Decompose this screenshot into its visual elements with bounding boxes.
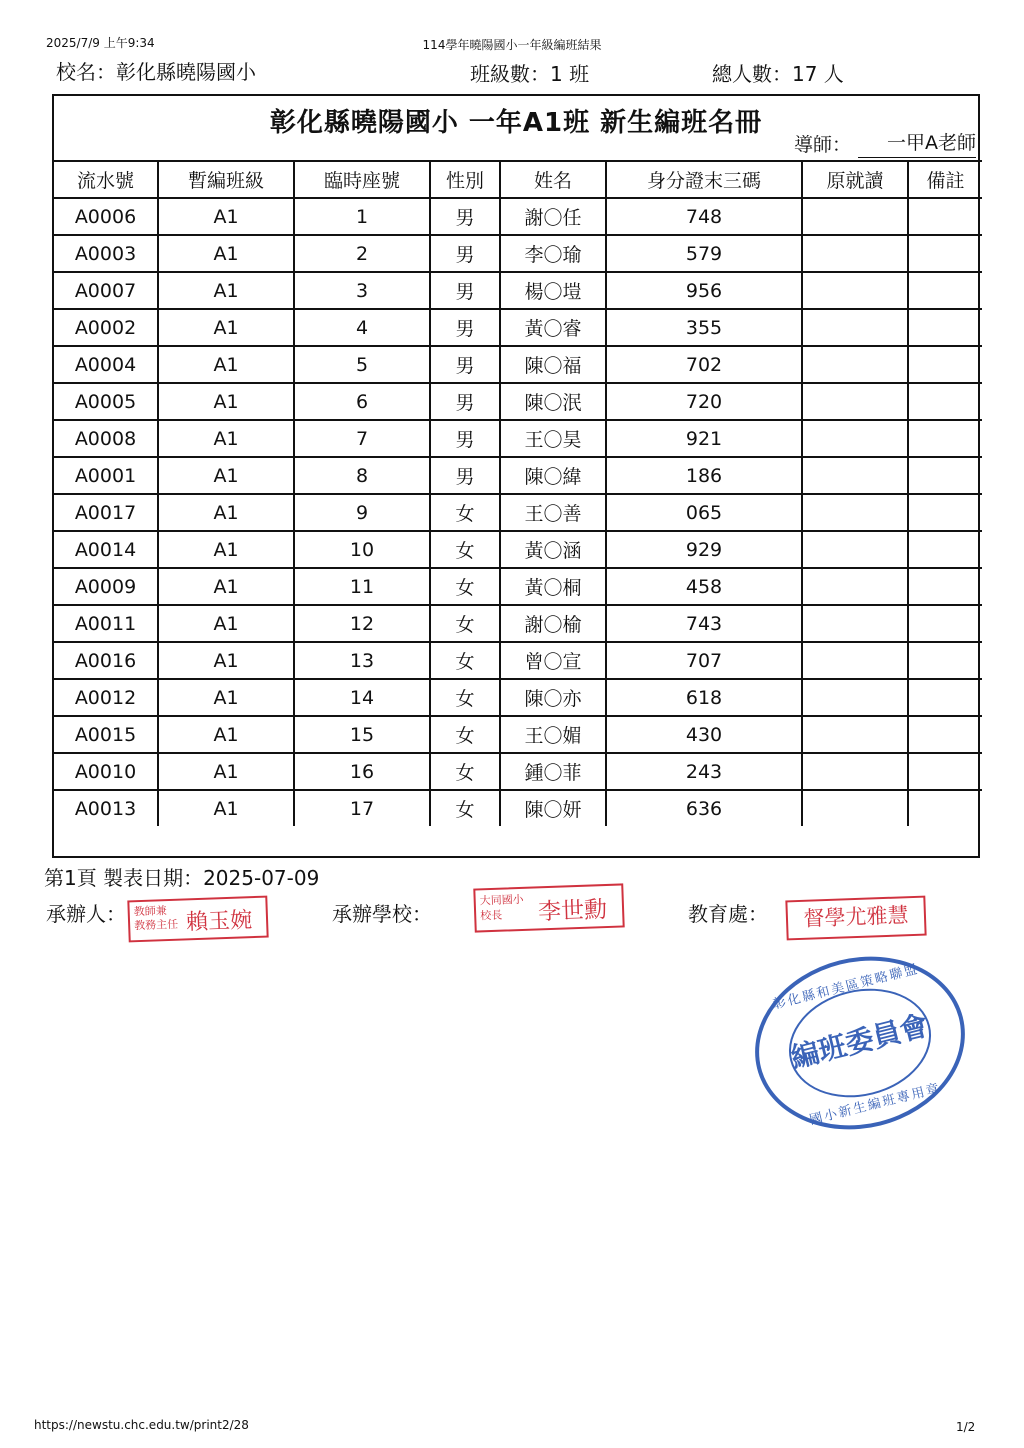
seal-center-text: 編班委員會 <box>787 1008 932 1075</box>
cell-original <box>802 568 908 605</box>
table-row <box>54 272 982 309</box>
cell-class: A1 <box>158 642 294 679</box>
cell-original <box>802 198 908 235</box>
cell-name: 黃〇睿 <box>500 309 606 346</box>
cell-original <box>802 457 908 494</box>
cell-serial: A0006 <box>54 198 158 235</box>
cell-name: 陳〇泯 <box>500 383 606 420</box>
handler-label: 承辦人： <box>46 902 126 926</box>
table-row <box>54 790 982 826</box>
cell-id: 243 <box>606 753 802 790</box>
cell-original <box>802 420 908 457</box>
cell-id: 707 <box>606 642 802 679</box>
cell-notes <box>908 346 982 383</box>
page-and-date: 第1頁 製表日期：2025-07-09 <box>44 866 320 890</box>
cell-class: A1 <box>158 716 294 753</box>
cell-serial: A0012 <box>54 679 158 716</box>
col-header-name: 姓名 <box>500 161 606 198</box>
cell-notes <box>908 605 982 642</box>
table-row <box>54 642 982 679</box>
cell-notes <box>908 679 982 716</box>
cell-notes <box>908 235 982 272</box>
cell-serial: A0003 <box>54 235 158 272</box>
table-row <box>54 568 982 605</box>
col-header-class: 暫編班級 <box>158 161 294 198</box>
table-row <box>54 679 982 716</box>
cell-name: 謝〇榆 <box>500 605 606 642</box>
cell-name: 陳〇亦 <box>500 679 606 716</box>
cell-class: A1 <box>158 198 294 235</box>
handler-stamp-name: 賴玉婉 <box>185 908 253 936</box>
cell-name: 鍾〇菲 <box>500 753 606 790</box>
cell-class: A1 <box>158 272 294 309</box>
cell-serial: A0010 <box>54 753 158 790</box>
teacher-name: 一甲A老師 <box>858 128 976 158</box>
col-header-original: 原就讀 <box>802 161 908 198</box>
cell-original <box>802 753 908 790</box>
cell-name: 陳〇福 <box>500 346 606 383</box>
handler-stamp-title2: 教務主任 <box>133 917 179 933</box>
cell-notes <box>908 198 982 235</box>
school-name: 校名：彰化縣曉陽國小 <box>56 60 256 84</box>
principal-stamp-title2: 校長 <box>480 908 503 923</box>
handler-stamp <box>127 896 268 943</box>
cell-class: A1 <box>158 531 294 568</box>
cell-class: A1 <box>158 235 294 272</box>
cell-id: 921 <box>606 420 802 457</box>
school-label: 承辦學校： <box>332 902 432 926</box>
table-row <box>54 235 982 272</box>
cell-id: 702 <box>606 346 802 383</box>
cell-class: A1 <box>158 679 294 716</box>
cell-seat: 3 <box>294 272 430 309</box>
print-doc-title: 114學年曉陽國小一年級編班結果 <box>422 38 602 52</box>
cell-gender: 女 <box>430 642 500 679</box>
cell-original <box>802 531 908 568</box>
cell-id: 065 <box>606 494 802 531</box>
cell-seat: 10 <box>294 531 430 568</box>
cell-serial: A0001 <box>54 457 158 494</box>
cell-id: 929 <box>606 531 802 568</box>
header-row <box>54 161 982 198</box>
cell-gender: 男 <box>430 309 500 346</box>
cell-id: 355 <box>606 309 802 346</box>
col-header-seat: 臨時座號 <box>294 161 430 198</box>
cell-gender: 男 <box>430 457 500 494</box>
cell-gender: 女 <box>430 494 500 531</box>
cell-name: 曾〇宣 <box>500 642 606 679</box>
cell-name: 陳〇妍 <box>500 790 606 826</box>
cell-class: A1 <box>158 753 294 790</box>
table-row <box>54 457 982 494</box>
cell-notes <box>908 642 982 679</box>
class-count: 班級數：1 班 <box>470 62 590 86</box>
roster-body <box>54 198 982 826</box>
cell-name: 王〇媚 <box>500 716 606 753</box>
table-row <box>54 309 982 346</box>
cell-notes <box>908 309 982 346</box>
print-url: https://newstu.chc.edu.tw/print2/28 <box>34 1418 249 1432</box>
cell-seat: 13 <box>294 642 430 679</box>
page-title: 彰化縣曉陽國小 一年A1班 新生編班名冊 <box>269 108 763 138</box>
cell-id: 430 <box>606 716 802 753</box>
cell-seat: 12 <box>294 605 430 642</box>
table-row <box>54 346 982 383</box>
cell-id: 748 <box>606 198 802 235</box>
cell-original <box>802 642 908 679</box>
cell-notes <box>908 420 982 457</box>
cell-seat: 16 <box>294 753 430 790</box>
cell-serial: A0008 <box>54 420 158 457</box>
cell-seat: 6 <box>294 383 430 420</box>
cell-gender: 男 <box>430 272 500 309</box>
cell-seat: 9 <box>294 494 430 531</box>
cell-gender: 男 <box>430 346 500 383</box>
cell-original <box>802 309 908 346</box>
cell-original <box>802 679 908 716</box>
cell-serial: A0007 <box>54 272 158 309</box>
cell-gender: 女 <box>430 605 500 642</box>
cell-id: 186 <box>606 457 802 494</box>
teacher-label: 導師： <box>794 134 852 156</box>
print-datetime: 2025/7/9 上午9:34 <box>46 36 155 50</box>
principal-stamp-name: 李世勳 <box>537 896 608 926</box>
cell-seat: 8 <box>294 457 430 494</box>
cell-original <box>802 494 908 531</box>
cell-notes <box>908 716 982 753</box>
cell-gender: 男 <box>430 420 500 457</box>
cell-original <box>802 272 908 309</box>
print-page-number: 1/2 <box>956 1420 976 1434</box>
cell-serial: A0009 <box>54 568 158 605</box>
cell-id: 720 <box>606 383 802 420</box>
principal-stamp-title1: 大同國小 <box>479 892 524 908</box>
cell-class: A1 <box>158 568 294 605</box>
cell-gender: 女 <box>430 716 500 753</box>
edu-label: 教育處： <box>688 902 768 926</box>
cell-serial: A0011 <box>54 605 158 642</box>
cell-original <box>802 235 908 272</box>
cell-name: 楊〇塏 <box>500 272 606 309</box>
title-bar <box>54 96 978 162</box>
col-header-serial: 流水號 <box>54 161 158 198</box>
table-row <box>54 753 982 790</box>
table-row <box>54 494 982 531</box>
cell-class: A1 <box>158 346 294 383</box>
cell-original <box>802 716 908 753</box>
cell-notes <box>908 568 982 605</box>
cell-notes <box>908 531 982 568</box>
cell-seat: 17 <box>294 790 430 826</box>
cell-class: A1 <box>158 457 294 494</box>
table-row <box>54 605 982 642</box>
cell-serial: A0004 <box>54 346 158 383</box>
cell-notes <box>908 272 982 309</box>
cell-seat: 7 <box>294 420 430 457</box>
cell-id: 618 <box>606 679 802 716</box>
cell-class: A1 <box>158 309 294 346</box>
cell-serial: A0017 <box>54 494 158 531</box>
cell-class: A1 <box>158 605 294 642</box>
cell-name: 陳〇緯 <box>500 457 606 494</box>
cell-id: 743 <box>606 605 802 642</box>
cell-seat: 15 <box>294 716 430 753</box>
cell-original <box>802 605 908 642</box>
cell-notes <box>908 383 982 420</box>
cell-notes <box>908 790 982 826</box>
table-row <box>54 198 982 235</box>
cell-serial: A0002 <box>54 309 158 346</box>
cell-serial: A0005 <box>54 383 158 420</box>
cell-class: A1 <box>158 420 294 457</box>
cell-serial: A0016 <box>54 642 158 679</box>
cell-name: 黃〇桐 <box>500 568 606 605</box>
cell-name: 王〇善 <box>500 494 606 531</box>
cell-serial: A0015 <box>54 716 158 753</box>
table-row <box>54 716 982 753</box>
cell-original <box>802 383 908 420</box>
cell-id: 956 <box>606 272 802 309</box>
cell-gender: 男 <box>430 198 500 235</box>
cell-gender: 男 <box>430 235 500 272</box>
table-row <box>54 420 982 457</box>
seal-top-text: 彰化縣和美區策略聯盟 <box>771 961 921 1013</box>
col-header-notes: 備註 <box>908 161 982 198</box>
cell-original <box>802 790 908 826</box>
cell-id: 579 <box>606 235 802 272</box>
cell-gender: 女 <box>430 568 500 605</box>
cell-name: 黃〇涵 <box>500 531 606 568</box>
col-header-id: 身分證末三碼 <box>606 161 802 198</box>
inspector-stamp: 督學尤雅慧 <box>785 896 926 941</box>
cell-serial: A0014 <box>54 531 158 568</box>
principal-stamp <box>473 883 624 932</box>
handler-stamp-title1: 教師兼 <box>133 904 167 919</box>
cell-gender: 女 <box>430 790 500 826</box>
cell-original <box>802 346 908 383</box>
cell-name: 謝〇任 <box>500 198 606 235</box>
cell-name: 李〇瑜 <box>500 235 606 272</box>
cell-seat: 11 <box>294 568 430 605</box>
cell-gender: 女 <box>430 531 500 568</box>
committee-seal <box>737 935 984 1151</box>
cell-gender: 女 <box>430 753 500 790</box>
roster-sheet <box>52 94 980 858</box>
table-row <box>54 531 982 568</box>
cell-seat: 14 <box>294 679 430 716</box>
cell-class: A1 <box>158 790 294 826</box>
cell-seat: 2 <box>294 235 430 272</box>
cell-seat: 1 <box>294 198 430 235</box>
cell-id: 458 <box>606 568 802 605</box>
cell-notes <box>908 457 982 494</box>
cell-class: A1 <box>158 494 294 531</box>
cell-notes <box>908 494 982 531</box>
seal-bottom-text: 國小新生編班專用章 <box>808 1081 943 1129</box>
roster-table <box>54 160 982 826</box>
total-students: 總人數：17 人 <box>712 62 844 86</box>
table-row <box>54 383 982 420</box>
cell-seat: 5 <box>294 346 430 383</box>
cell-seat: 4 <box>294 309 430 346</box>
cell-id: 636 <box>606 790 802 826</box>
cell-class: A1 <box>158 383 294 420</box>
col-header-gender: 性別 <box>430 161 500 198</box>
cell-name: 王〇昊 <box>500 420 606 457</box>
cell-serial: A0013 <box>54 790 158 826</box>
cell-gender: 男 <box>430 383 500 420</box>
cell-gender: 女 <box>430 679 500 716</box>
cell-notes <box>908 753 982 790</box>
